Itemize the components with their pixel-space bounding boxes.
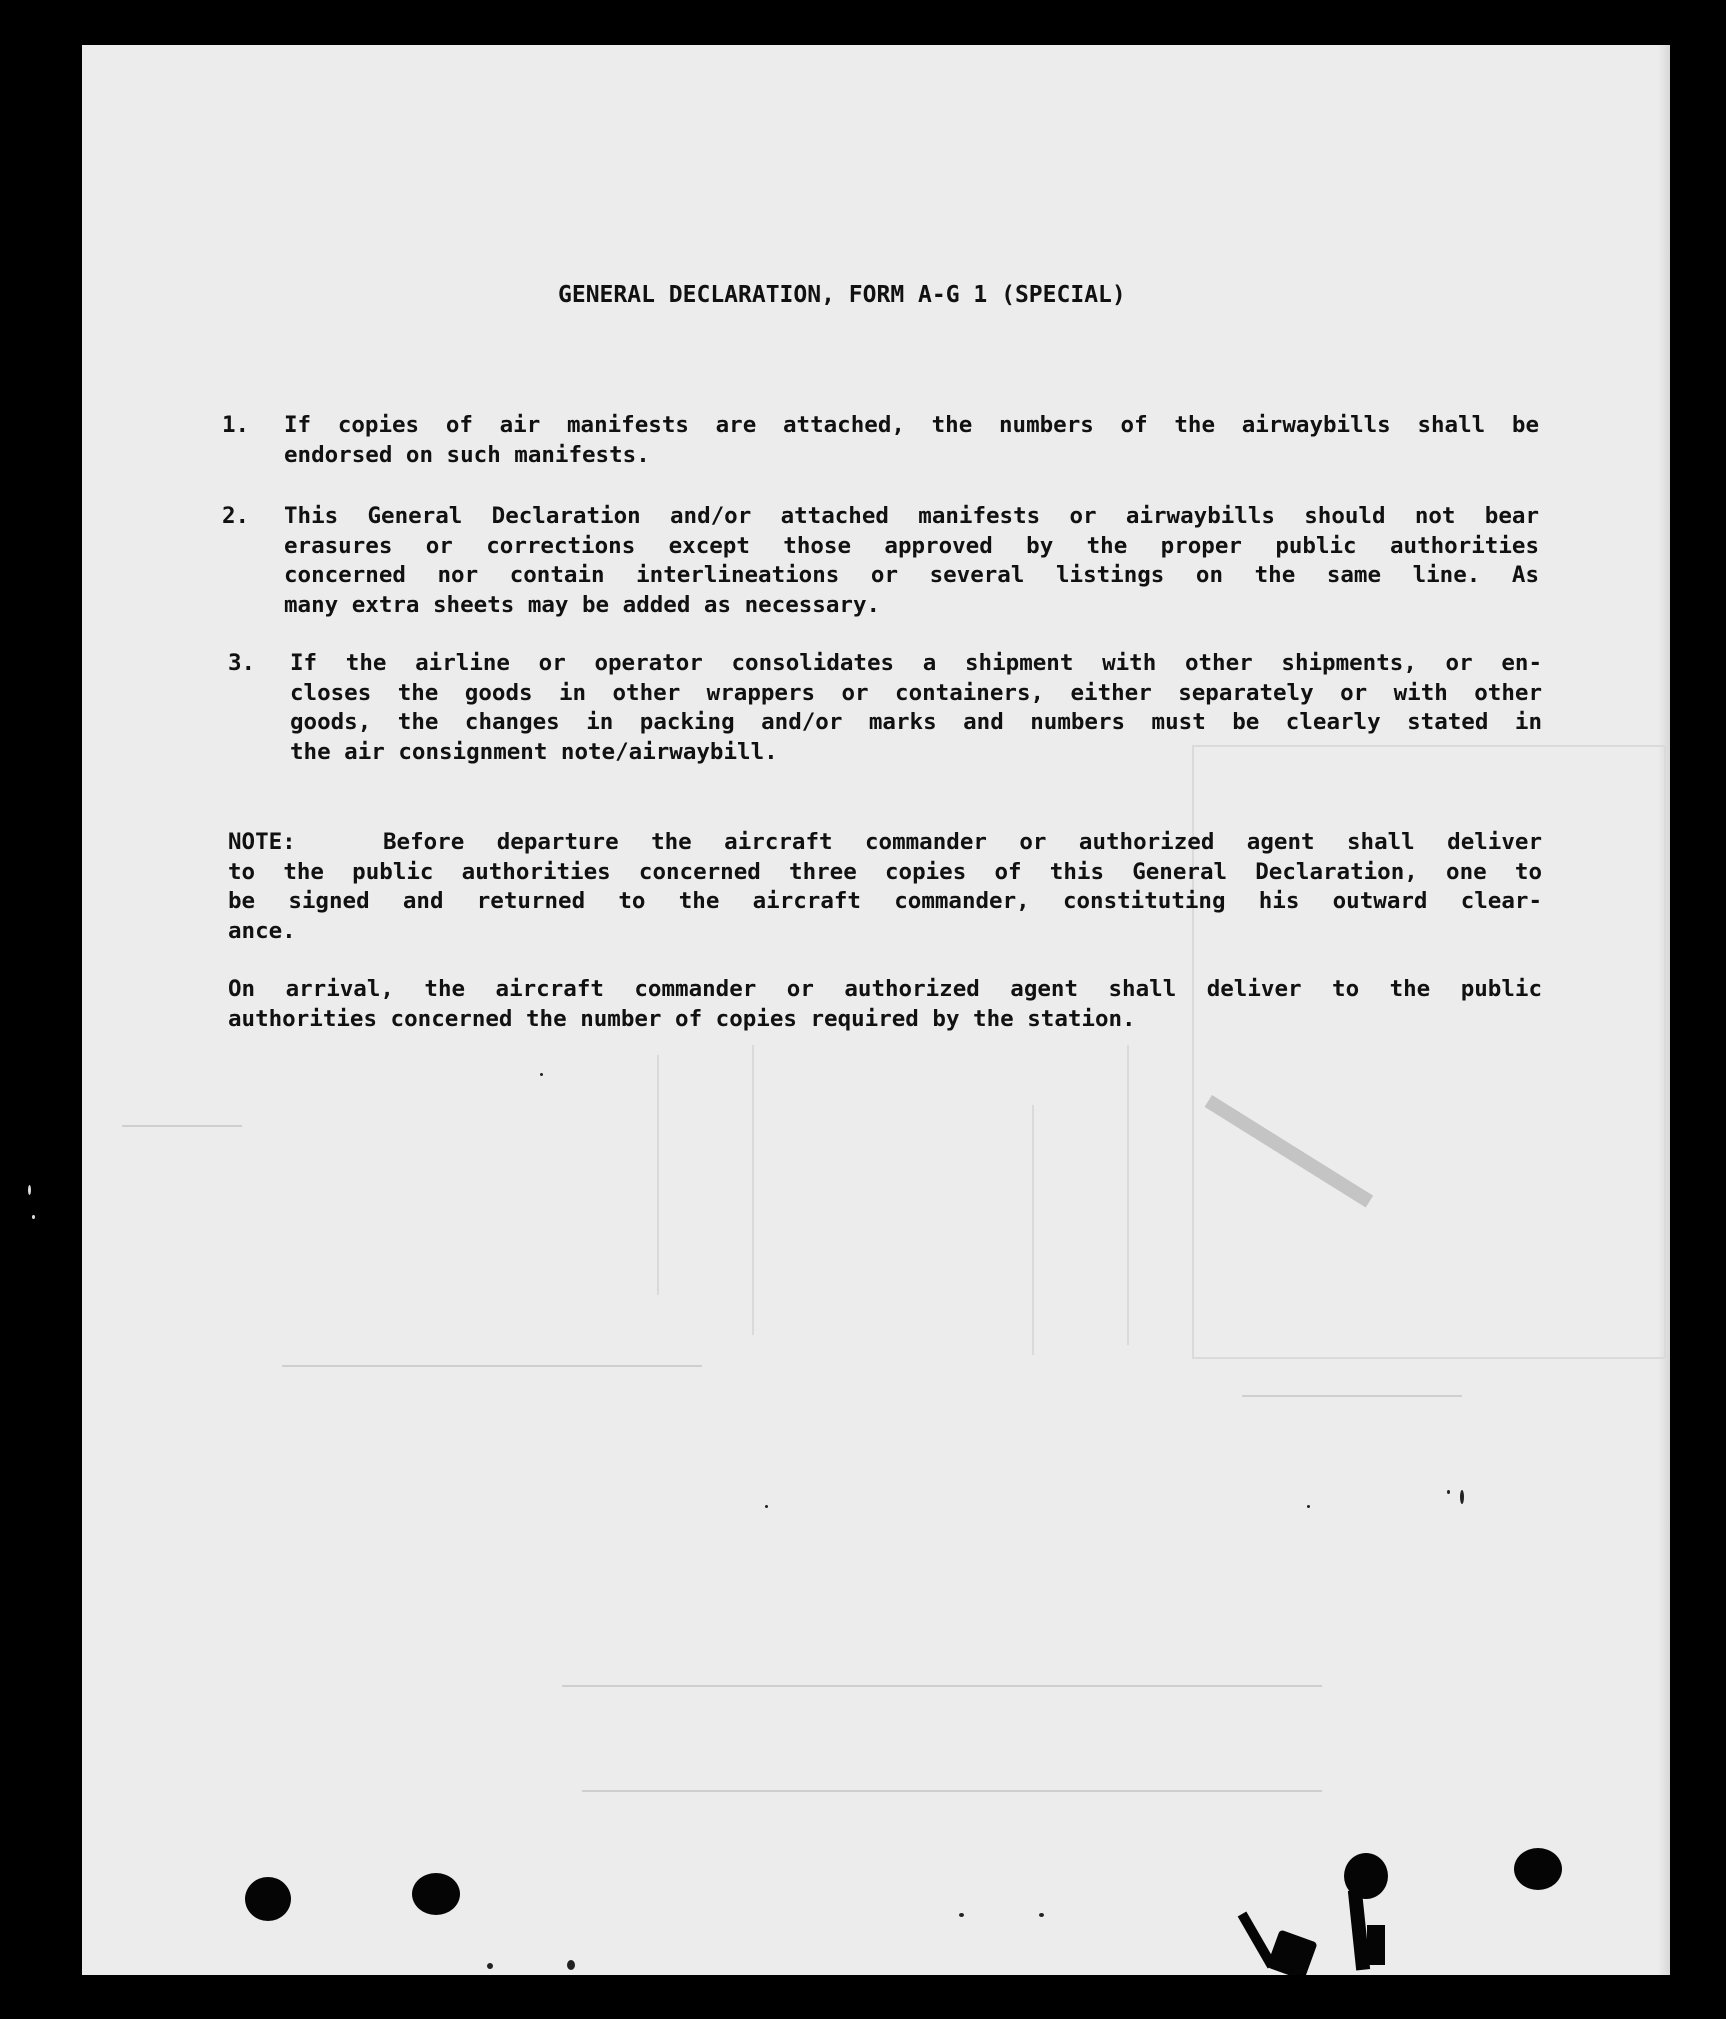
speck [540,1073,543,1076]
speck [1460,1490,1464,1504]
bleed-through-line [1032,1105,1034,1355]
page-title [558,281,1126,311]
note-line: to the public authorities concerned three copies of this General Declaration, one to [228,858,1542,885]
bleed-through-mark [122,1125,242,1127]
bleed-through-line [752,1045,754,1335]
item-line: This General Declaration and/or attached manifests or airwaybills should not bear [284,503,1539,529]
bleed-through-mark [582,1790,1322,1792]
item-line: If copies of air manifests are attached, the numbers of the airwaybills shall be [284,412,1539,438]
speck [1039,1913,1044,1917]
arrival-text [228,975,1542,1034]
item-line: closes the goods in other wrappers or containers, either separately or with other [290,679,1542,706]
item-line: endorsed on such manifests. [284,441,650,468]
arrival-line: On arrival, the aircraft commander or authorized agent shall deliver to the public [228,976,1542,1002]
arrival-line: authorities concerned the number of copies required by the station. [228,1005,1136,1032]
note-text [228,828,1542,946]
punch-hole [1514,1848,1562,1890]
bleed-through-mark [562,1685,1322,1687]
item-line: concerned nor contain interlineations or several listings on the same line. As [284,562,1539,588]
speck [1307,1505,1310,1508]
torn-mark [1367,1925,1385,1965]
note-label: NOTE: [228,829,296,855]
note-line: Before departure the aircraft commander or authorized agent shall deliver [383,829,1542,855]
item-text [290,649,1542,767]
speck [765,1505,768,1508]
item-line: the air consignment note/airwaybill. [290,738,778,765]
item-line: many extra sheets may be added as necessary. [284,591,881,618]
punch-hole [245,1877,291,1921]
item-number: 2. [222,503,250,529]
bleed-through-line [657,1055,659,1295]
margin-mark [28,1185,31,1195]
margin-mark [32,1215,35,1219]
speck [487,1963,493,1969]
bleed-through-line [1127,1045,1129,1345]
item-line: goods, the changes in packing and/or marks and numbers must be clearly stated in [290,709,1542,735]
note-line: be signed and returned to the aircraft commander, constituting his outward clear- [228,888,1542,914]
bleed-through-mark [282,1365,702,1367]
speck [959,1913,964,1917]
item-number: 3. [228,650,256,676]
item-text [284,502,1539,620]
item-text [284,411,1539,470]
speck [1447,1490,1450,1494]
torn-mark [1266,1929,1317,1975]
item-number: 1. [222,412,250,438]
bleed-through-mark [1242,1395,1462,1397]
document-page [82,45,1670,1975]
item-line: If the airline or operator consolidates a shipment with other shipments, or en- [290,650,1542,676]
punch-hole [412,1873,460,1915]
title-text: GENERAL DECLARATION, FORM A-G 1 (SPECIAL) [558,282,1126,308]
speck [567,1960,575,1970]
item-line: erasures or corrections except those approved by the proper public authorities [284,532,1539,559]
note-line: ance. [228,917,296,944]
